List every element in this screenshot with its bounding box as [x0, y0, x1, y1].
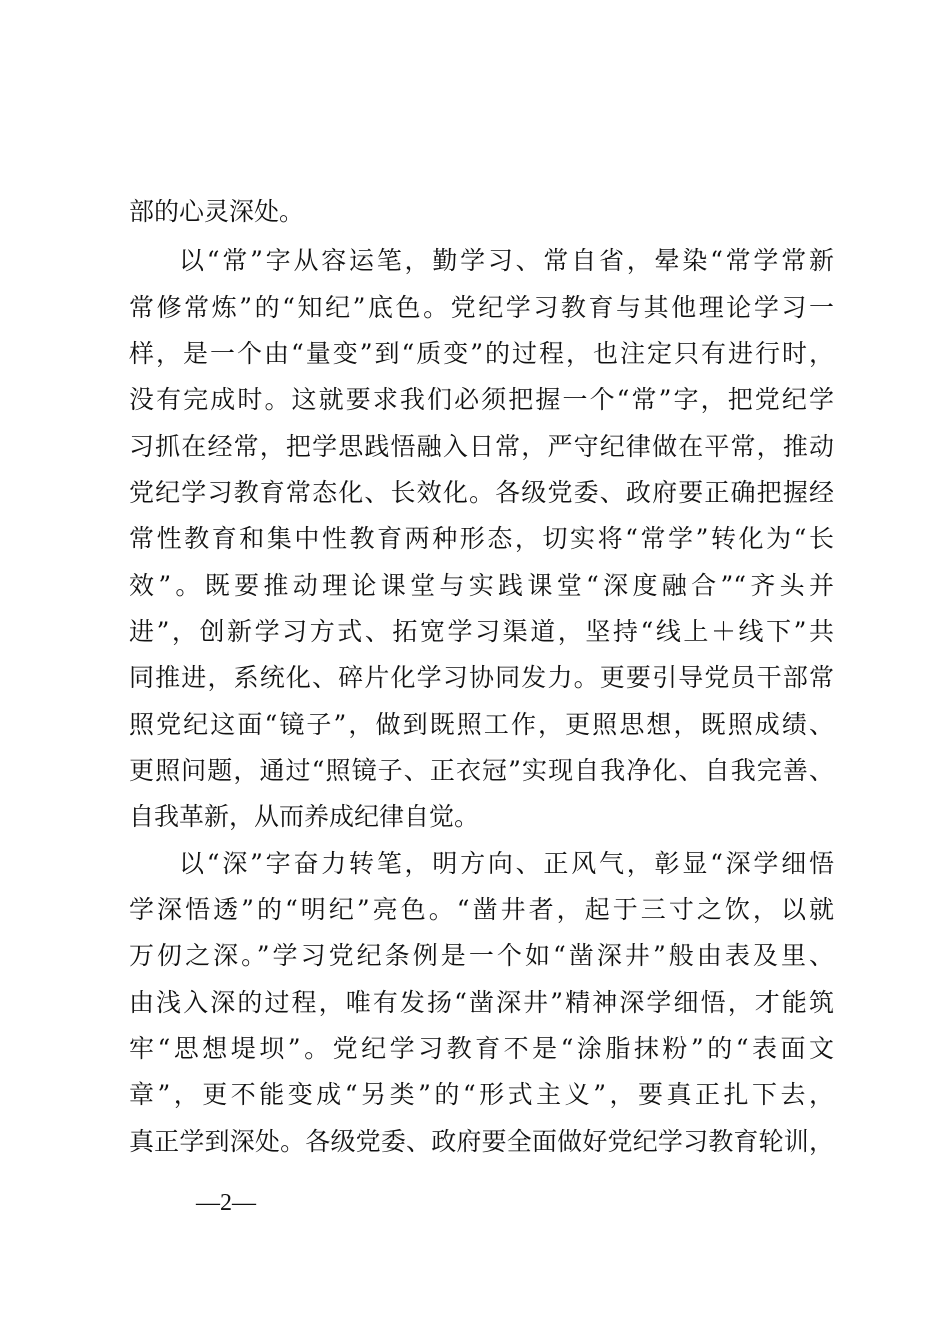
text-line: 效”。既要推动理论课堂与实践课堂“深度融合”“齐头并: [129, 571, 834, 600]
paragraph-first-line: 以“深”字奋力转笔，明方向、正风气，彰显“深学细悟: [179, 849, 834, 878]
text-line: 党纪学习教育常态化、长效化。各级党委、政府要正确把握经: [129, 478, 834, 507]
text-line: 真正学到深处。各级党委、政府要全面做好党纪学习教育轮训，: [129, 1127, 834, 1156]
text-line: 自我革新，从而养成纪律自觉。: [129, 802, 480, 831]
text-line: 学深悟透”的“明纪”亮色。“凿井者，起于三寸之饮，以就: [129, 895, 834, 924]
text-line: 同推进，系统化、碎片化学习协同发力。更要引导党员干部常: [129, 663, 834, 692]
text-line: 进”，创新学习方式、拓宽学习渠道，坚持“线上＋线下”共: [129, 617, 834, 646]
text-line: 牢“思想堤坝”。党纪学习教育不是“涂脂抹粉”的“表面文: [129, 1034, 834, 1063]
paragraph-first-line: 以“常”字从容运笔，勤学习、常自省，晕染“常学常新: [179, 246, 834, 275]
text-line: 章”，更不能变成“另类”的“形式主义”，要真正扎下去，: [129, 1080, 834, 1109]
text-line: 部的心灵深处。: [129, 197, 305, 226]
text-line: 由浅入深的过程，唯有发扬“凿深井”精神深学细悟，才能筑: [129, 988, 834, 1017]
text-line: 更照问题，通过“照镜子、正衣冠”实现自我净化、自我完善、: [129, 756, 834, 785]
text-line: 没有完成时。这就要求我们必须把握一个“常”字，把党纪学: [129, 385, 834, 414]
text-line: 常修常炼”的“知纪”底色。党纪学习教育与其他理论学习一: [129, 293, 834, 322]
text-line: 习抓在经常，把学思践悟融入日常，严守纪律做在平常，推动: [129, 432, 834, 461]
text-line: 万仞之深。”学习党纪条例是一个如“凿深井”般由表及里、: [129, 941, 834, 970]
text-line: 照党纪这面“镜子”，做到既照工作，更照思想，既照成绩、: [129, 710, 834, 739]
text-line: 常性教育和集中性教育两种形态，切实将“常学”转化为“长: [129, 524, 834, 553]
text-line: 样，是一个由“量变”到“质变”的过程，也注定只有进行时，: [129, 339, 834, 368]
page-number: —2—: [196, 1190, 256, 1216]
